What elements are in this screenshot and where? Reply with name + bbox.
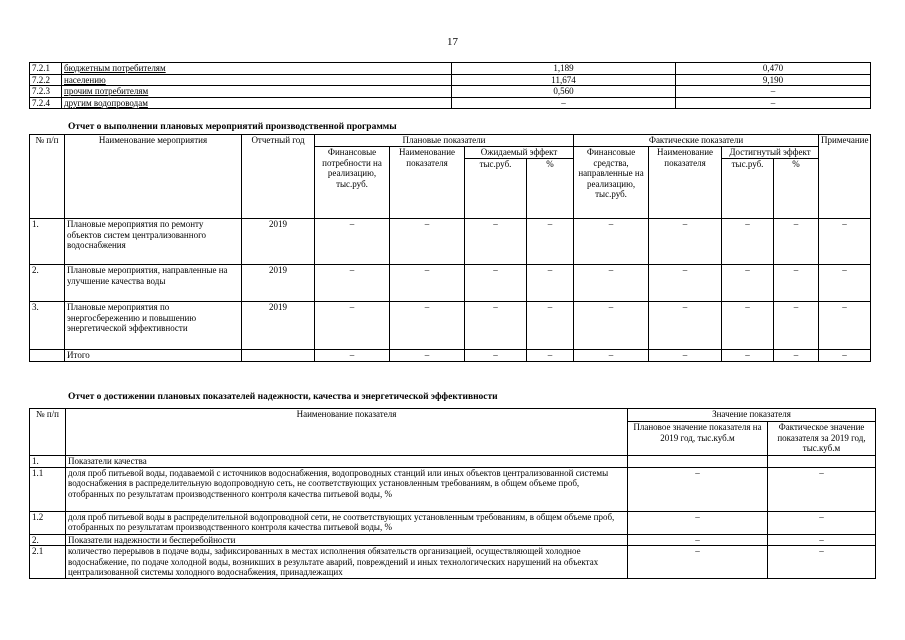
row-fact-value: – xyxy=(768,467,876,511)
table-row xyxy=(30,534,876,546)
row-value-plan: 11,674 xyxy=(452,74,676,86)
row-number: 7.2.2 xyxy=(30,74,62,86)
col-header-measure-name: Наименование мероприятия xyxy=(65,135,242,219)
table-row xyxy=(30,74,871,86)
cell-value: – xyxy=(527,265,574,302)
row-plan-value: – xyxy=(628,534,768,546)
table-row xyxy=(30,467,876,511)
table-row xyxy=(30,97,871,109)
col-header-fact-rub: тыс.руб. xyxy=(722,159,774,219)
row-indicator-name: доля проб питьевой воды в распределительной водопроводной сети, не соответствующих установленным требованиям, в общем объеме проб, отобранных по результатам производственного контроля качества питьевой воды, % xyxy=(66,511,628,534)
row-number: 2. xyxy=(30,265,65,302)
cell-value: – xyxy=(649,219,722,265)
cell-value: – xyxy=(465,302,527,350)
row-value-fact: – xyxy=(676,97,871,109)
row-plan-value: – xyxy=(628,546,768,579)
row-plan-value: – xyxy=(628,467,768,511)
cell-value: – xyxy=(465,219,527,265)
col-header-plan-fin: Финансовые потребности на реализацию, тыс.руб. xyxy=(315,147,390,219)
cell-value: – xyxy=(774,302,819,350)
section-title-indicators: Отчет о достижении плановых показателей надежности, качества и энергетической эффективности xyxy=(68,392,498,402)
col-header-note: Примечание xyxy=(819,135,871,219)
row-year: 2019 xyxy=(242,219,315,265)
row-plan-value xyxy=(628,456,768,468)
row-fact-value: – xyxy=(768,511,876,534)
table-row xyxy=(30,546,876,579)
cell-value: – xyxy=(722,302,774,350)
cell-value: – xyxy=(774,219,819,265)
row-indicator-name: Показатели надежности и бесперебойности xyxy=(66,534,628,546)
cell-value: – xyxy=(574,350,649,362)
row-measure-name: Плановые мероприятия по ремонту объектов систем централизованного водоснабжения xyxy=(65,219,242,265)
table-row xyxy=(30,302,871,350)
table-row xyxy=(30,456,876,468)
row-number: 7.2.1 xyxy=(30,63,62,75)
col-header-plan-indicator: Наименование показателя xyxy=(390,147,465,219)
col-header-fact-fin: Финансовые средства, направленные на реализацию, тыс.руб. xyxy=(574,147,649,219)
table-row xyxy=(30,265,871,302)
col-header-year: Отчетный год xyxy=(242,135,315,219)
consumers-table xyxy=(29,62,871,109)
row-number: 2. xyxy=(30,534,66,546)
cell-value: – xyxy=(722,350,774,362)
row-name: прочим потребителям xyxy=(62,86,452,98)
row-value-plan: 1,189 xyxy=(452,63,676,75)
row-value-fact: 0,470 xyxy=(676,63,871,75)
row-indicator-name: доля проб питьевой воды, подаваемой с источников водоснабжения, водопроводных станций или иных объектов централизованной системы водоснабжения в распределительную водопроводную сеть, не соответствующих установленным требованиям, в общем объеме проб, отобранных по результатам производственного контроля качества питьевой воды, % xyxy=(66,467,628,511)
row-name: бюджетным потребителям xyxy=(62,63,452,75)
col-group-plan: Плановые показатели xyxy=(315,135,574,147)
table-row xyxy=(30,63,871,75)
col-group-fact: Фактические показатели xyxy=(574,135,819,147)
row-measure-name: Плановые мероприятия, направленные на улучшение качества воды xyxy=(65,265,242,302)
col-header-plan-pct: % xyxy=(527,159,574,219)
cell-value: – xyxy=(390,302,465,350)
table-header-row xyxy=(30,135,871,147)
cell-value: – xyxy=(315,302,390,350)
row-name: населению xyxy=(62,74,452,86)
row-fact-value: – xyxy=(768,546,876,579)
cell-value: – xyxy=(649,302,722,350)
row-number: 1. xyxy=(30,219,65,265)
table-row xyxy=(30,219,871,265)
cell-value: – xyxy=(527,350,574,362)
row-plan-value: – xyxy=(628,511,768,534)
cell-value: – xyxy=(722,265,774,302)
cell-value: – xyxy=(649,265,722,302)
row-indicator-name: количество перерывов в подаче воды, зафиксированных в местах исполнения обязательств организацией, осуществляющей холодное водоснабжение, по подаче холодной воды, возникших в результате аварий, повреждений и иных технологических нарушений на объектах централизованной системы холодного водоснабжения, принадлежащих xyxy=(66,546,628,579)
cell-value: – xyxy=(649,350,722,362)
row-fact-value: – xyxy=(768,534,876,546)
cell-value: – xyxy=(390,350,465,362)
col-header-num: № п/п xyxy=(30,409,66,456)
col-header-plan-effect: Ожидаемый эффект xyxy=(465,147,574,159)
table-row xyxy=(30,511,876,534)
measures-table xyxy=(29,134,871,362)
col-header-fact-indicator: Наименование показателя xyxy=(649,147,722,219)
cell-value: – xyxy=(315,265,390,302)
row-number: 3. xyxy=(30,302,65,350)
table-header-row xyxy=(30,409,876,422)
row-indicator-name: Показатели качества xyxy=(66,456,628,468)
indicators-table xyxy=(29,408,876,579)
col-header-indicator-name: Наименование показателя xyxy=(66,409,628,456)
cell-value: – xyxy=(819,350,871,362)
col-group-value: Значение показателя xyxy=(628,409,876,422)
section-title-measures: Отчет о выполнении плановых мероприятий производственной программы xyxy=(68,122,397,132)
row-measure-name: Плановые мероприятия по энергосбережению и повышению энергетической эффективности xyxy=(65,302,242,350)
cell-value: – xyxy=(390,265,465,302)
row-fact-value xyxy=(768,456,876,468)
cell-value: – xyxy=(774,350,819,362)
row-number: 2.1 xyxy=(30,546,66,579)
cell-value: – xyxy=(574,219,649,265)
row-value-fact: 9,190 xyxy=(676,74,871,86)
row-value-plan: 0,560 xyxy=(452,86,676,98)
row-name: другим водопроводам xyxy=(62,97,452,109)
col-header-fact-effect: Достигнутый эффект xyxy=(722,147,819,159)
row-number: 1.2 xyxy=(30,511,66,534)
row-number: 1.1 xyxy=(30,467,66,511)
cell-value: – xyxy=(527,302,574,350)
table-total-row xyxy=(30,350,871,362)
col-header-fact-pct: % xyxy=(774,159,819,219)
total-label: Итого xyxy=(65,350,242,362)
row-value-fact: – xyxy=(676,86,871,98)
cell-value: – xyxy=(722,219,774,265)
cell-value: – xyxy=(574,265,649,302)
cell-value: – xyxy=(819,265,871,302)
cell-value: – xyxy=(774,265,819,302)
row-value-plan: – xyxy=(452,97,676,109)
cell-value: – xyxy=(315,219,390,265)
page-number: 17 xyxy=(447,36,458,48)
col-header-num: № п/п xyxy=(30,135,65,219)
col-header-fact-value: Фактическое значение показателя за 2019 год, тыс.куб.м xyxy=(768,422,876,456)
row-year: 2019 xyxy=(242,265,315,302)
col-header-plan-value: Плановое значение показателя на 2019 год, тыс.куб.м xyxy=(628,422,768,456)
table-row xyxy=(30,86,871,98)
row-number: 7.2.3 xyxy=(30,86,62,98)
row-number: 1. xyxy=(30,456,66,468)
cell-value: – xyxy=(465,350,527,362)
cell-value: – xyxy=(315,350,390,362)
cell-value: – xyxy=(390,219,465,265)
cell-value: – xyxy=(819,302,871,350)
col-header-plan-rub: тыс.руб. xyxy=(465,159,527,219)
row-year: 2019 xyxy=(242,302,315,350)
row-number: 7.2.4 xyxy=(30,97,62,109)
cell-value: – xyxy=(574,302,649,350)
cell-value: – xyxy=(527,219,574,265)
cell-value: – xyxy=(465,265,527,302)
cell-value: – xyxy=(819,219,871,265)
